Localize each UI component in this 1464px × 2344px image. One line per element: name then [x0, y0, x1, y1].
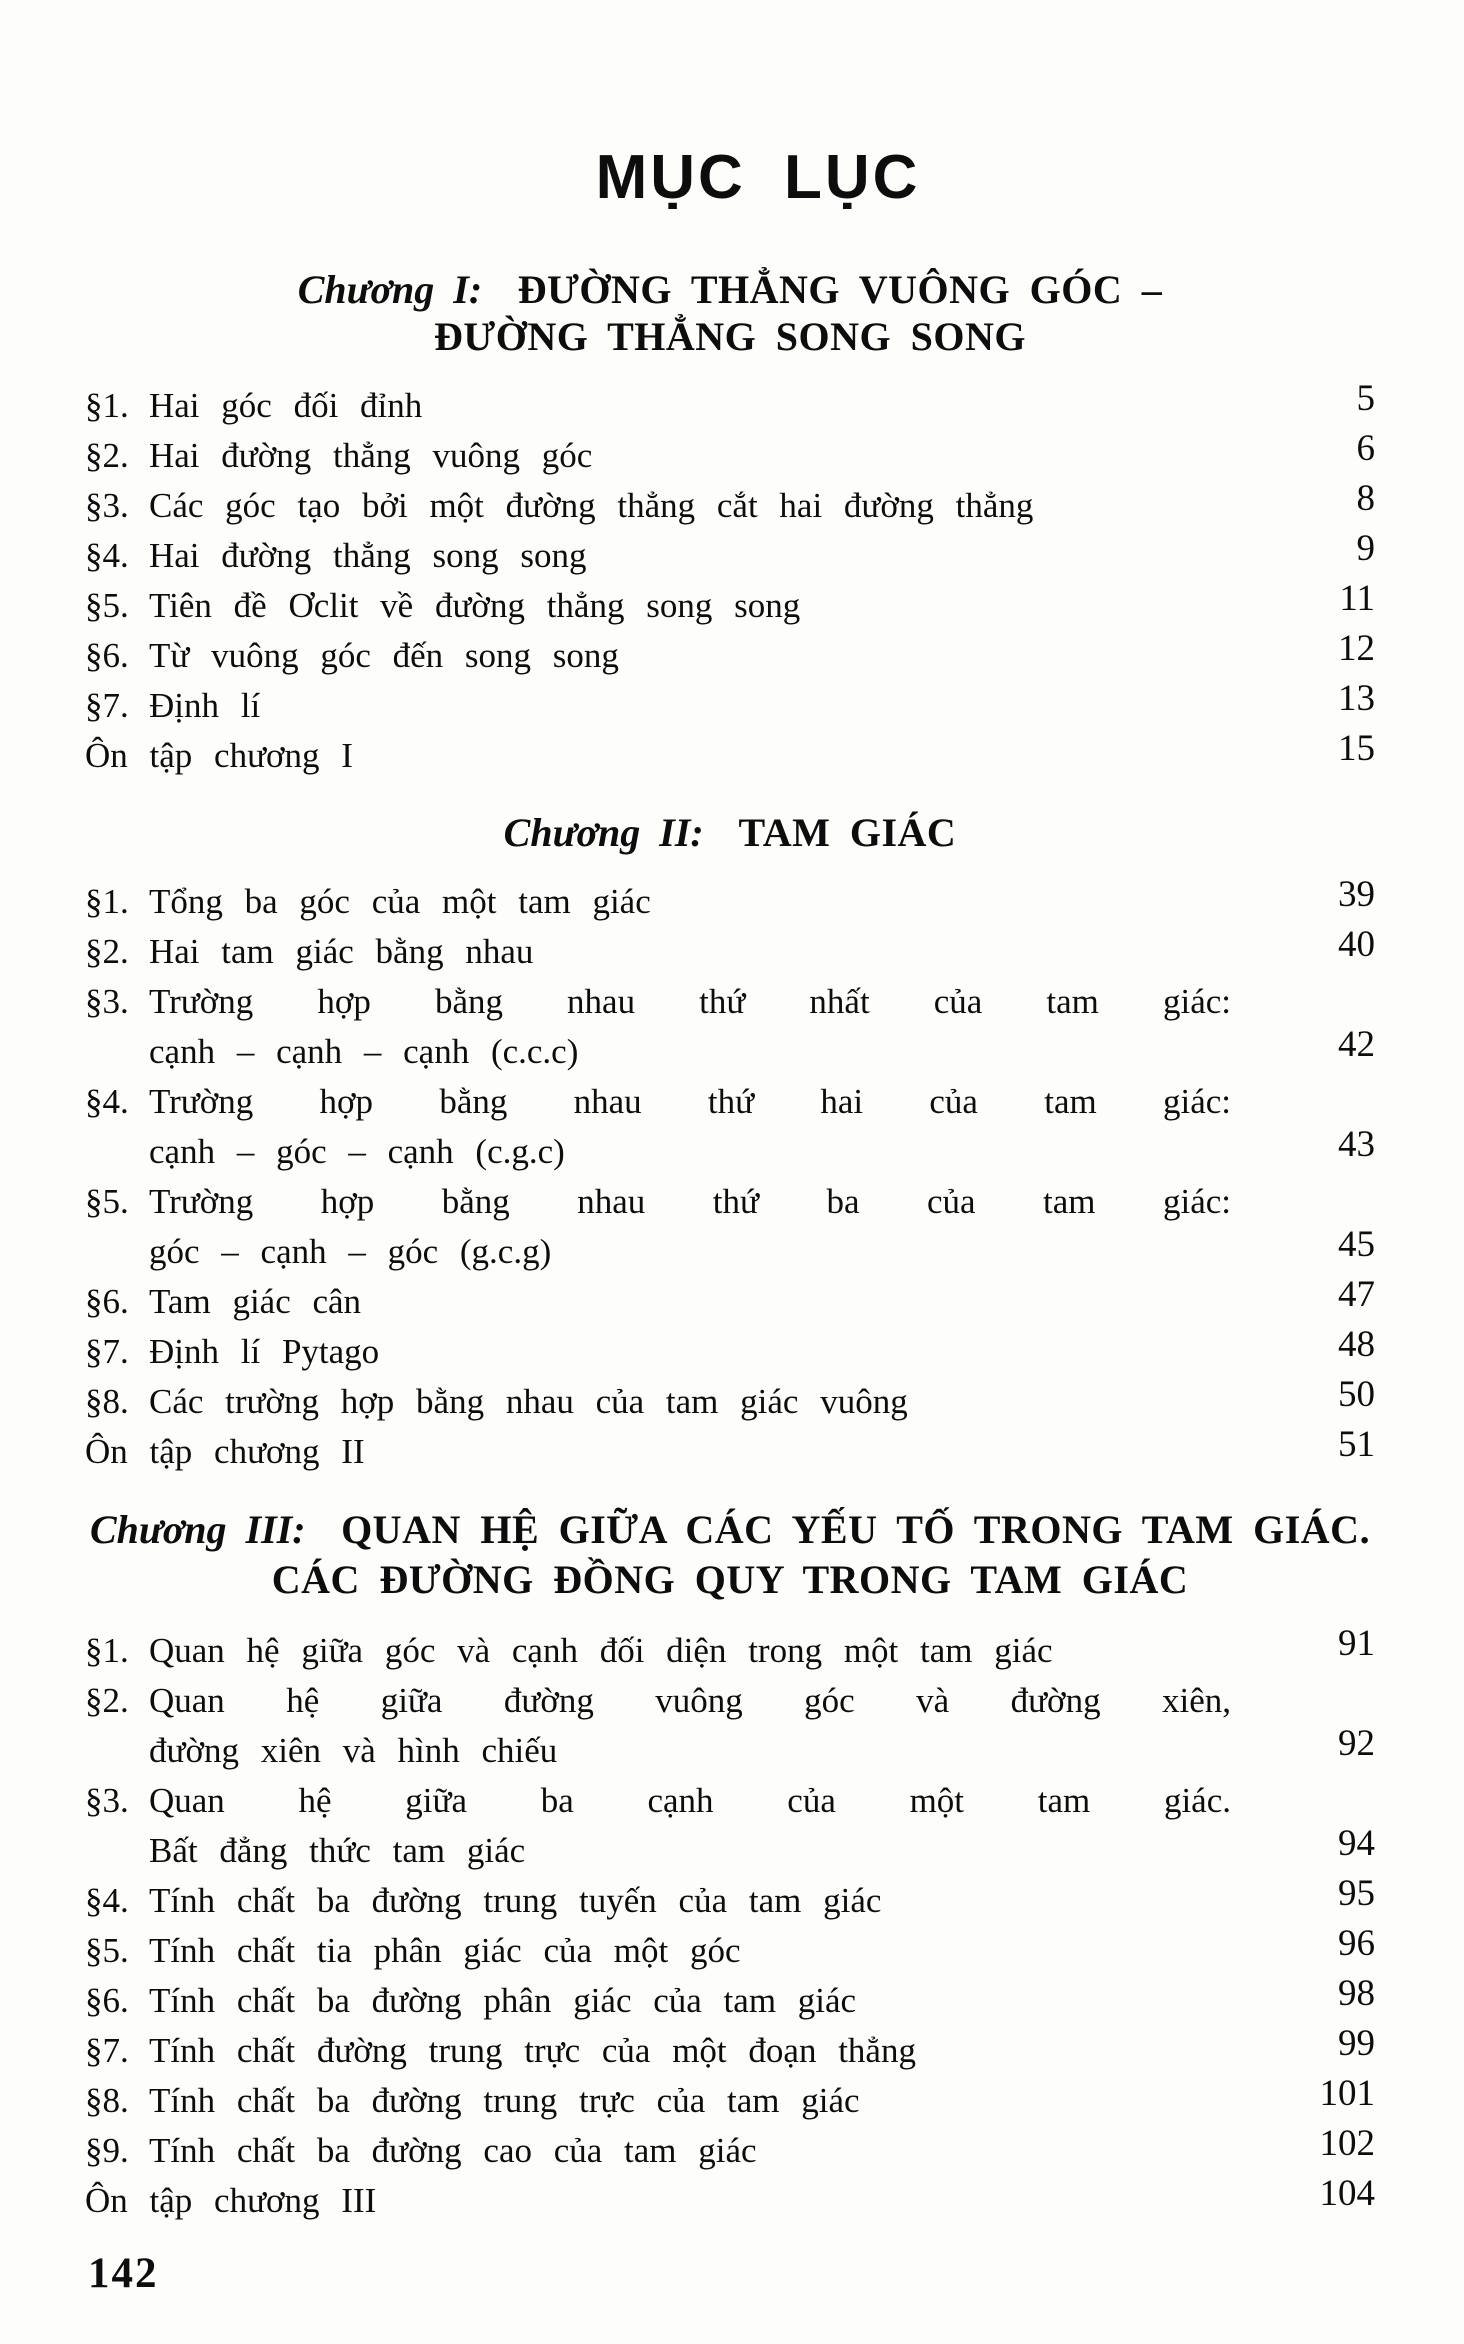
entry-line — [85, 977, 1231, 1027]
entry-page-number: 13 — [1338, 678, 1375, 719]
entry-lines — [85, 2126, 1231, 2176]
entry-line — [85, 2126, 1231, 2176]
entry-line — [85, 731, 1231, 781]
entry-text: Hai đường thẳng song song — [149, 536, 587, 575]
entry-marker: §1. — [85, 386, 129, 425]
entry-lines — [85, 977, 1231, 1077]
entry-text: Hai tam giác bằng nhau — [149, 932, 534, 971]
entry-marker: §1. — [85, 1631, 129, 1670]
toc-entry — [85, 1177, 1375, 1277]
entry-text: Tính chất ba đường trung trực của tam giác — [149, 2081, 860, 2120]
entry-lines — [85, 877, 1231, 927]
entry-page-number: 102 — [1319, 2123, 1375, 2164]
entry-text: Tính chất tia phân giác của một góc — [149, 1931, 741, 1970]
entry-lines — [85, 1327, 1231, 1377]
chapter-heading — [85, 809, 1375, 856]
entry-lines — [85, 1427, 1231, 1477]
entry-page-number: 42 — [1338, 1024, 1375, 1065]
toc-entry — [85, 2123, 1375, 2176]
chapter-label: Chương II: — [503, 810, 704, 855]
entry-text: Hai góc đối đỉnh — [149, 386, 423, 425]
entry-text: Tam giác cân — [149, 1282, 362, 1321]
entry-page-number: 98 — [1338, 1973, 1375, 2014]
entry-page-number: 43 — [1338, 1124, 1375, 1165]
entry-line — [85, 1327, 1231, 1377]
chapter-heading-line2 — [85, 313, 1375, 360]
toc-entry — [85, 977, 1375, 1077]
entry-line — [85, 1626, 1231, 1676]
entry-text: cạnh – góc – cạnh (c.g.c) — [149, 1132, 565, 1171]
entry-text: Trường hợp bằng nhau thứ nhất của tam giác: — [149, 982, 1231, 1021]
entry-page-number: 51 — [1338, 1424, 1375, 1465]
entry-page-number: 39 — [1338, 874, 1375, 915]
entry-lines — [85, 1876, 1231, 1926]
entry-text: Định lí — [149, 686, 261, 725]
entry-lines — [85, 1077, 1231, 1177]
entry-text: Định lí Pytago — [149, 1332, 380, 1371]
entry-marker: §4. — [85, 1881, 129, 1920]
entry-text: Tính chất đường trung trực của một đoạn thẳng — [149, 2031, 916, 2070]
toc-entry — [85, 1274, 1375, 1327]
toc-entry — [85, 1923, 1375, 1976]
entry-lines — [85, 531, 1231, 581]
entry-marker: §1. — [85, 882, 129, 921]
entry-page-number: 8 — [1356, 478, 1375, 519]
chapter-title: TAM GIÁC — [738, 810, 957, 855]
toc-entry — [85, 728, 1375, 781]
entry-lines — [85, 631, 1231, 681]
entry-text: Ôn tập chương II — [85, 1432, 365, 1471]
entry-text: Ôn tập chương I — [85, 736, 353, 775]
entry-page-number: 96 — [1338, 1923, 1375, 1964]
entry-marker: §3. — [85, 486, 129, 525]
entry-line — [85, 1077, 1231, 1127]
entry-page-number: 15 — [1338, 728, 1375, 769]
entry-text: Hai đường thẳng vuông góc — [149, 436, 593, 475]
entry-page-number: 47 — [1338, 1274, 1375, 1315]
toc-entry — [85, 578, 1375, 631]
chapter-label: Chương III: — [89, 1507, 306, 1552]
entry-text: Quan hệ giữa góc và cạnh đối diện trong một tam giác — [149, 1631, 1053, 1670]
toc-entry — [85, 874, 1375, 927]
entry-line — [85, 1027, 1231, 1077]
entry-text: Trường hợp bằng nhau thứ hai của tam giác: — [149, 1082, 1231, 1121]
entry-line — [85, 681, 1231, 731]
chapter-heading-line1 — [85, 266, 1375, 313]
entry-text: góc – cạnh – góc (g.c.g) — [149, 1232, 552, 1271]
toc-entry — [85, 2173, 1375, 2226]
entry-lines — [85, 1277, 1231, 1327]
entry-page-number: 101 — [1319, 2073, 1375, 2114]
toc-entry — [85, 1676, 1375, 1776]
entry-line — [85, 1227, 1231, 1277]
entry-lines — [85, 2026, 1231, 2076]
entry-lines — [85, 681, 1231, 731]
toc-entry — [85, 628, 1375, 681]
toc-entry — [85, 378, 1375, 431]
entry-line — [85, 2026, 1231, 2076]
toc-entry — [85, 678, 1375, 731]
entry-marker: §2. — [85, 932, 129, 971]
entry-line — [85, 877, 1231, 927]
entry-page-number: 6 — [1356, 428, 1375, 469]
entry-page-number: 11 — [1339, 578, 1375, 619]
entry-marker: §5. — [85, 586, 129, 625]
entry-text: Quan hệ giữa đường vuông góc và đường xiên, — [149, 1681, 1231, 1720]
entry-marker: §3. — [85, 982, 129, 1021]
entry-marker: §5. — [85, 1182, 129, 1221]
entry-line — [85, 2176, 1231, 2226]
entry-text: Tính chất ba đường trung tuyến của tam giác — [149, 1881, 882, 1920]
toc-entry — [85, 1424, 1375, 1477]
chapter-section — [85, 266, 1375, 781]
entry-lines — [85, 2176, 1231, 2226]
page-title: MỤC LỤC — [595, 143, 921, 212]
toc-entry — [85, 1077, 1375, 1177]
entry-line — [85, 381, 1231, 431]
entry-text: Ôn tập chương III — [85, 2181, 377, 2220]
toc-entry — [85, 1973, 1375, 2026]
entry-text: Từ vuông góc đến song song — [149, 636, 619, 675]
entry-page-number: 99 — [1338, 2023, 1375, 2064]
toc-entry — [85, 428, 1375, 481]
entry-text: Bất đẳng thức tam giác — [149, 1831, 526, 1870]
entry-marker: §8. — [85, 1382, 129, 1421]
entry-text: Tổng ba góc của một tam giác — [149, 882, 651, 921]
entry-line — [85, 531, 1231, 581]
entry-line — [85, 481, 1231, 531]
entry-page-number: 92 — [1338, 1723, 1375, 1764]
entry-page-number: 50 — [1338, 1374, 1375, 1415]
entry-text: đường xiên và hình chiếu — [149, 1731, 558, 1770]
entry-page-number: 104 — [1319, 2173, 1375, 2214]
entry-marker: §5. — [85, 1931, 129, 1970]
toc-entry — [85, 1776, 1375, 1876]
entry-page-number: 12 — [1338, 628, 1375, 669]
entry-line — [85, 1726, 1231, 1776]
entry-marker: §3. — [85, 1781, 129, 1820]
entry-lines — [85, 431, 1231, 481]
entry-lines — [85, 581, 1231, 631]
entry-line — [85, 1826, 1231, 1876]
entry-lines — [85, 1926, 1231, 1976]
entry-marker: §7. — [85, 2031, 129, 2070]
toc-item-list — [85, 1623, 1375, 2226]
entry-line — [85, 1177, 1231, 1227]
chapter-title: QUAN HỆ GIỮA CÁC YẾU TỐ TRONG TAM GIÁC. — [341, 1507, 1371, 1552]
entry-text: Tiên đề Ơclit về đường thẳng song song — [149, 586, 801, 625]
entry-line — [85, 1427, 1231, 1477]
entry-lines — [85, 1377, 1231, 1427]
entry-line — [85, 2076, 1231, 2126]
entry-text: Tính chất ba đường phân giác của tam giác — [149, 1981, 857, 2020]
entry-marker: §9. — [85, 2131, 129, 2170]
toc-entry — [85, 478, 1375, 531]
entry-line — [85, 1676, 1231, 1726]
entry-lines — [85, 481, 1231, 531]
entry-marker: §4. — [85, 1082, 129, 1121]
toc-entry — [85, 1873, 1375, 1926]
toc-entry — [85, 2023, 1375, 2076]
entry-line — [85, 1976, 1231, 2026]
entry-line — [85, 1377, 1231, 1427]
toc-entry — [85, 528, 1375, 581]
entry-marker: §2. — [85, 1681, 129, 1720]
entry-marker: §7. — [85, 686, 129, 725]
toc-entry — [85, 1623, 1375, 1676]
entry-line — [85, 1876, 1231, 1926]
entry-line — [85, 1127, 1231, 1177]
entry-page-number: 40 — [1338, 924, 1375, 965]
entry-lines — [85, 381, 1231, 431]
toc-entry — [85, 2073, 1375, 2126]
entry-marker: §7. — [85, 1332, 129, 1371]
entry-lines — [85, 927, 1231, 977]
footer-page-number: 142 — [88, 2250, 159, 2297]
chapter-section — [85, 1505, 1375, 2226]
entry-line — [85, 631, 1231, 681]
entry-page-number: 95 — [1338, 1873, 1375, 1914]
toc-entry — [85, 924, 1375, 977]
entry-text: Trường hợp bằng nhau thứ ba của tam giác: — [149, 1182, 1231, 1221]
entry-line — [85, 1277, 1231, 1327]
entry-page-number: 5 — [1356, 378, 1375, 419]
entry-text: cạnh – cạnh – cạnh (c.c.c) — [149, 1032, 579, 1071]
entry-marker: §8. — [85, 2081, 129, 2120]
entry-page-number: 45 — [1338, 1224, 1375, 1265]
entry-marker: §4. — [85, 536, 129, 575]
entry-line — [85, 1776, 1231, 1826]
chapter-heading — [85, 1505, 1375, 1605]
entry-marker: §6. — [85, 1981, 129, 2020]
entry-lines — [85, 731, 1231, 781]
entry-page-number: 48 — [1338, 1324, 1375, 1365]
entry-line — [85, 927, 1231, 977]
chapter-heading-line2 — [85, 1555, 1375, 1605]
entry-text: Các trường hợp bằng nhau của tam giác vuông — [149, 1382, 908, 1421]
chapter-heading — [85, 266, 1375, 360]
toc-entry — [85, 1374, 1375, 1427]
chapter-label: Chương I: — [297, 267, 483, 312]
toc-item-list — [85, 378, 1375, 781]
entry-lines — [85, 1676, 1231, 1776]
entry-text: Tính chất ba đường cao của tam giác — [149, 2131, 757, 2170]
entry-lines — [85, 1976, 1231, 2026]
chapter-title-continued: CÁC ĐƯỜNG ĐỒNG QUY TRONG TAM GIÁC — [271, 1557, 1189, 1602]
entry-line — [85, 1926, 1231, 1976]
toc-entry — [85, 1324, 1375, 1377]
entry-marker: §6. — [85, 636, 129, 675]
entry-lines — [85, 2076, 1231, 2126]
toc-item-list — [85, 874, 1375, 1477]
entry-text: Quan hệ giữa ba cạnh của một tam giác. — [149, 1781, 1231, 1820]
entry-page-number: 91 — [1338, 1623, 1375, 1664]
entry-text: Các góc tạo bởi một đường thẳng cắt hai đường thẳng — [149, 486, 1034, 525]
entry-line — [85, 581, 1231, 631]
entry-page-number: 9 — [1356, 528, 1375, 569]
entry-lines — [85, 1177, 1231, 1277]
entry-marker: §6. — [85, 1282, 129, 1321]
entry-lines — [85, 1626, 1231, 1676]
entry-marker: §2. — [85, 436, 129, 475]
chapter-title: ĐƯỜNG THẲNG VUÔNG GÓC – — [517, 267, 1163, 312]
entry-line — [85, 431, 1231, 481]
toc-chapters — [85, 266, 1375, 2226]
chapter-section — [85, 809, 1375, 1477]
chapter-heading-line1 — [85, 809, 1375, 856]
chapter-title-continued: ĐƯỜNG THẲNG SONG SONG — [433, 314, 1026, 359]
chapter-heading-line1 — [85, 1505, 1375, 1555]
entry-page-number: 94 — [1338, 1823, 1375, 1864]
entry-lines — [85, 1776, 1231, 1876]
